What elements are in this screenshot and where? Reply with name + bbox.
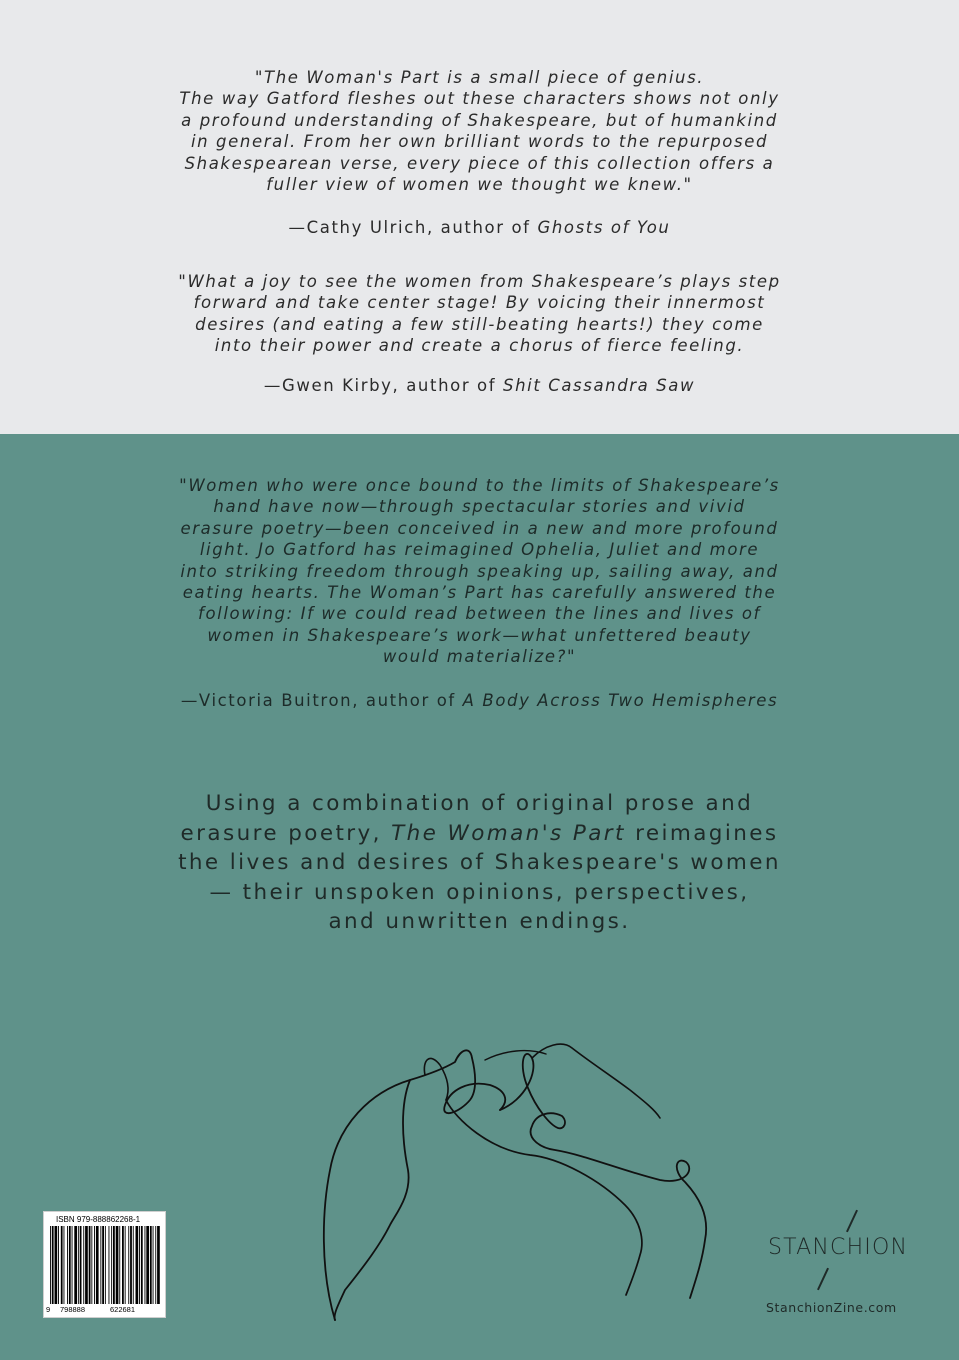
barcode-bar: [105, 1226, 106, 1304]
barcode-bar: [102, 1226, 104, 1304]
quote-line: into striking freedom through speaking up, sailing away, and: [180, 561, 779, 581]
barcode-digit-group-1: 798888: [60, 1305, 86, 1314]
barcode-bar: [125, 1226, 126, 1304]
blurb-line: [100, 819, 859, 849]
quote-line: following: If we could read between the lines and lives of: [198, 604, 761, 624]
barcode-bar: [85, 1226, 88, 1304]
quote-line: women in Shakespeare’s work—what unfettered beauty: [207, 625, 752, 645]
barcode-bar: [83, 1226, 84, 1304]
barcode-bar: [50, 1226, 51, 1304]
barcode-bar: [136, 1226, 139, 1304]
praise-attribution-2: [120, 376, 839, 395]
barcode-bar: [96, 1226, 99, 1304]
barcode-bar: [100, 1226, 101, 1304]
barcode-bar: [155, 1226, 156, 1304]
attribution-work: Ghosts of You: [537, 218, 671, 237]
barcode-bar: [128, 1226, 129, 1304]
quote-line: in general. From her own brilliant words to the repurposed: [190, 132, 769, 152]
barcode-icon: [43, 1211, 166, 1318]
quote-line: light. Jo Gatford has reimagined Ophelia, Juliet and more: [199, 540, 760, 560]
barcode-bar: [91, 1226, 92, 1304]
quote-line: forward and take center stage! By voicing their innermost: [193, 293, 766, 313]
praise-quote-2: [120, 271, 839, 357]
blurb-line: — their unspoken opinions, perspectives,: [209, 879, 750, 905]
blurb-text: erasure poetry,: [180, 820, 392, 846]
barcode-bar: [119, 1226, 120, 1304]
quote-line: would materialize?": [382, 647, 577, 667]
book-description: [100, 789, 859, 937]
quote-line: erasure poetry—been conceived in a new and more profound: [180, 518, 779, 538]
blurb-line: Using a combination of original prose and: [205, 791, 754, 816]
quote-line: eating hearts. The Woman’s Part has carefully answered the: [182, 583, 777, 603]
isbn-label: ISBN 979-888862268-1: [56, 1215, 141, 1224]
quote-line: hand have now—through spectacular stories and vivid: [213, 497, 746, 517]
barcode-bar: [52, 1226, 54, 1304]
quote-line: fuller view of women we thought we knew.": [266, 175, 693, 195]
quote-line: "The Woman's Part is a small piece of genius.: [254, 68, 705, 87]
blurb-line: and unwritten endings.: [328, 909, 631, 935]
barcode-bar: [58, 1226, 59, 1304]
attribution-work: A Body Across Two Hemispheres: [462, 691, 779, 710]
blurb-line: the lives and desires of Shakespeare's women: [178, 850, 781, 876]
barcode-bar: [78, 1226, 79, 1304]
barcode-bar: [61, 1226, 63, 1304]
barcode-bar: [74, 1226, 77, 1304]
barcode-bar: [157, 1226, 160, 1304]
quote-line: desires (and eating a few still-beating hearts!) they come: [195, 314, 764, 334]
barcode-bar: [133, 1226, 134, 1304]
praise-quote-3: [120, 475, 839, 668]
praise-quote-1: [120, 67, 839, 195]
line-art-kiss-drawing: [300, 1030, 740, 1330]
attribution-prefix: —Victoria Buitron, author of: [180, 691, 463, 710]
barcode-bar: [55, 1226, 58, 1304]
barcode-bar: [116, 1226, 119, 1304]
barcode-bar: [89, 1226, 91, 1304]
quote-line: The way Gatford fleshes out these characters shows not only: [179, 89, 780, 109]
barcode-bar: [141, 1226, 143, 1304]
barcode-bar: [113, 1226, 115, 1304]
quote-line: Shakespearean verse, every piece of this collection offers a: [184, 153, 775, 173]
attribution-work: Shit Cassandra Saw: [503, 376, 696, 395]
praise-attribution-1: [120, 218, 839, 237]
publisher-logo: STANCHION: [768, 1235, 909, 1260]
barcode-bar: [109, 1226, 110, 1304]
attribution-prefix: —Gwen Kirby, author of: [263, 376, 503, 395]
attribution-prefix: —Cathy Ulrich, author of: [288, 218, 538, 237]
quote-line: into their power and create a chorus of fierce feeling.: [214, 336, 745, 356]
barcode-digit-group-2: 622681: [110, 1305, 136, 1314]
barcode-bar: [146, 1226, 149, 1304]
praise-panel-light: [0, 0, 959, 434]
quote-line: "What a joy to see the women from Shakespeare’s plays step: [178, 272, 781, 291]
barcode-bar: [64, 1226, 65, 1304]
book-title: The Woman's Part: [391, 820, 626, 846]
praise-attribution-3: [120, 691, 839, 710]
barcode-bar: [69, 1226, 71, 1304]
barcode-bar: [111, 1226, 112, 1304]
quote-line: a profound understanding of Shakespeare, but of humankind: [181, 110, 778, 130]
barcode-bar: [145, 1226, 146, 1304]
barcode-bar: [80, 1226, 82, 1304]
barcode-bar: [139, 1226, 140, 1304]
barcode-bar: [150, 1226, 152, 1304]
blurb-text: reimagines: [625, 820, 779, 846]
barcode-bar: [122, 1226, 124, 1304]
barcode-bar: [130, 1226, 132, 1304]
barcode-bar: [72, 1226, 73, 1304]
barcode-digit-first: 9: [46, 1305, 51, 1314]
barcode-bar: [67, 1226, 68, 1304]
publisher-website: StanchionZine.com: [766, 1300, 897, 1315]
barcode-bar: [94, 1226, 95, 1304]
quote-line: "Women who were once bound to the limits of Shakespeare’s: [179, 476, 780, 495]
barcode-bar: [153, 1226, 154, 1304]
barcode-bars: [50, 1226, 161, 1304]
